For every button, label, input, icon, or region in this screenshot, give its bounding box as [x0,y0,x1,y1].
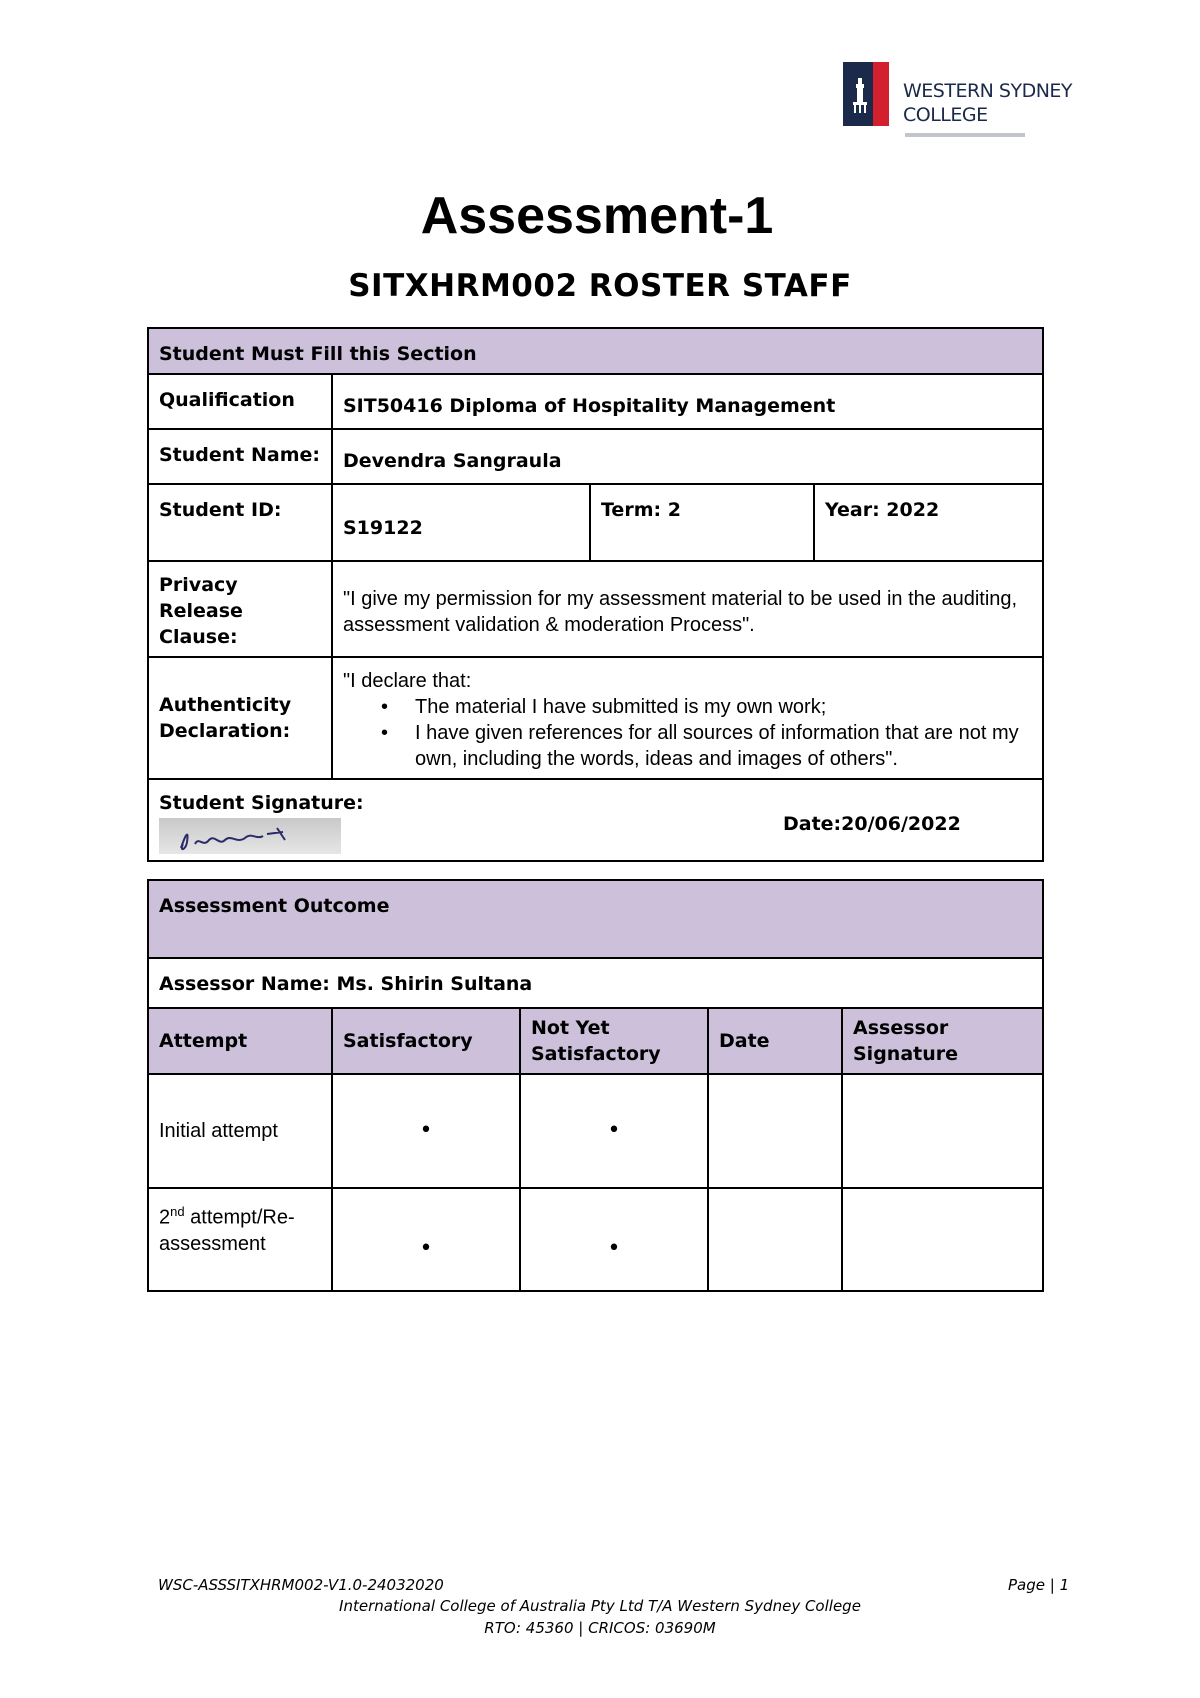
assessor-name: Assessor Name: Ms. Shirin Sultana [148,958,1043,1008]
student-id-label: Student ID: [148,484,332,561]
declaration-intro: "I declare that: [343,670,472,692]
document-title: Assessment-1 [420,187,774,245]
satisfactory-checkbox[interactable]: • [332,1188,520,1291]
authenticity-declaration [332,657,1043,779]
footer-doc-code: WSC-ASSSITXHRM002-V1.0-24032020 [158,1576,444,1594]
declaration-list [381,694,1032,772]
date-cell[interactable] [708,1074,842,1188]
signature-date: Date:20/06/2022 [783,813,961,835]
footer-company: International College of Australia Pty Ltd T/A Western Sydney College [339,1597,861,1615]
logo-tagline [905,133,1025,137]
date-cell[interactable] [708,1188,842,1291]
declaration-item: • The material I have submitted is my own work; [381,694,1032,720]
tower-icon [851,78,869,114]
student-signature-label: Student Signature: [159,792,364,814]
student-name-label: Student Name: [148,429,332,484]
authenticity-label: Authenticity Declaration: [148,657,332,779]
qualification-value: SIT50416 Diploma of Hospitality Management [332,374,1043,429]
attempt-cell: Initial attempt [148,1074,332,1188]
footer-page-number: Page | 1 [1008,1576,1070,1594]
footer-rto: RTO: 45360 | CRICOS: 03690M [484,1619,716,1637]
col-assessor-signature: Assessor Signature [842,1008,1043,1074]
not-yet-satisfactory-checkbox[interactable]: • [520,1188,708,1291]
college-logo [843,62,1073,146]
year-field: Year: 2022 [814,484,1043,561]
student-name-value: Devendra Sangraula [332,429,1043,484]
assessment-outcome-header: Assessment Outcome [148,880,1043,958]
assessor-signature-cell[interactable] [842,1188,1043,1291]
assessment-outcome-table [147,879,1044,1292]
signature-row [148,779,1043,861]
term-field: Term: 2 [590,484,814,561]
col-satisfactory: Satisfactory [332,1008,520,1074]
student-section-table [147,327,1044,862]
document-subtitle: SITXHRM002 ROSTER STAFF [348,268,852,304]
privacy-clause-text: "I give my permission for my assessment material to be used in the auditing, assessment validation & moderation Process". [332,561,1043,657]
qualification-label: Qualification [148,374,332,429]
not-yet-satisfactory-checkbox[interactable]: • [520,1074,708,1188]
privacy-clause-label: Privacy Release Clause: [148,561,332,657]
satisfactory-checkbox[interactable]: • [332,1074,520,1188]
student-id-value: S19122 [332,484,590,561]
col-date: Date [708,1008,842,1074]
student-signature-image [159,818,341,854]
col-attempt: Attempt [148,1008,332,1074]
student-section-header: Student Must Fill this Section [148,328,1043,374]
assessor-signature-cell[interactable] [842,1074,1043,1188]
declaration-item: • I have given references for all sources of information that are not my own, including the words, ideas and images of others". [381,720,1032,772]
logo-red-bar [873,62,889,126]
col-not-yet-satisfactory: Not Yet Satisfactory [520,1008,708,1074]
logo-name-line1: WESTERN SYDNEY [903,80,1073,102]
attempt-cell: 2nd attempt/Re-assessment [148,1188,332,1291]
logo-name-line2: COLLEGE [903,104,988,126]
